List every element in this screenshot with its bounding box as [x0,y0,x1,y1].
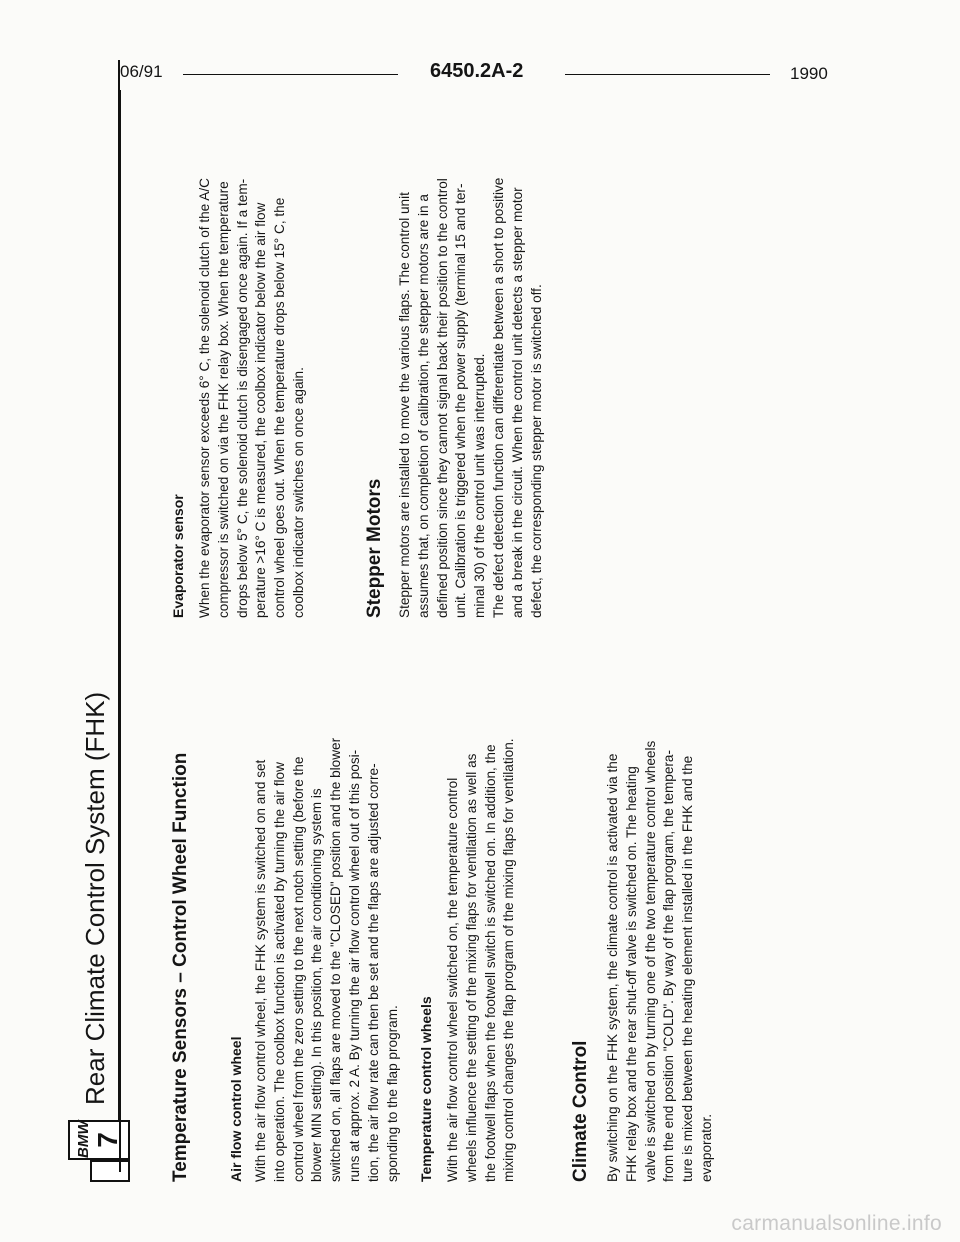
paragraph-temperature-control [444,738,519,1182]
text-line: valve is switched on by turning one of the two temperature control wheels [642,740,658,1182]
watermark-text: carmanualsonline.info [731,1212,942,1235]
paragraph-stepper-motors [396,178,546,618]
text-line: into operation. The coolbox function is activated by turning the air flow [271,762,287,1182]
logo-series: 7 [92,1132,123,1148]
heading-temperature-control: Temperature control wheels [418,996,434,1182]
logo-left-box [90,1160,130,1182]
heading-air-flow: Air flow control wheel [228,1036,244,1182]
text-line: minal 30) of the control unit was interrupted. [472,353,488,618]
text-line: blower MIN setting). In this position, the air conditioning system is [309,788,325,1182]
text-line: unit. Calibration is triggered when the power supply (terminal 15 and ter- [453,183,469,618]
paragraph-climate-control [604,741,717,1182]
heading-evaporator-sensor: Evaporator sensor [170,494,186,618]
text-line: tion, the air flow rate can then be set and the flaps are adjusted corre- [365,763,381,1182]
bmw-logo [68,1120,134,1182]
text-line: control wheel from the zero setting to the next notch setting (before the [290,756,306,1182]
text-line: and a break in the circuit. When the control unit detects a stepper motor [509,187,525,618]
text-line: perature >16° C is measured, the coolbox indicator below the air flow [253,202,269,618]
text-line: the footwell flaps when the footwell switch is switched on. In addition, the [482,744,498,1182]
heading-climate-control: Climate Control [570,1040,591,1182]
text-line: By switching on the FHK system, the climate control is activated via the [605,753,620,1182]
text-line: coolbox indicator switches on once again. [290,367,306,618]
heading-stepper-motors: Stepper Motors [364,478,385,618]
text-line: evaporator. [698,1113,714,1182]
text-line: control wheel goes out. When the temperature drops below 15° C, the [272,197,288,618]
text-line: sponding to the flap program. [384,1005,400,1182]
text-line: compressor is switched on via the FHK relay box. When the temperature [215,181,231,618]
text-line: runs at approx. 2 A. By turning the air flow control wheel out of this posi- [346,749,362,1182]
logo-right-box [68,1120,130,1160]
text-line: With the air flow control wheel switched on, the temperature control [445,777,460,1182]
text-line: drops below 5° C, the solenoid clutch is disengaged once again. If a tem- [234,178,250,618]
text-line: assumes that, on completion of calibration, the stepper motors are in a [415,194,431,618]
text-line: defined position since they cannot signal back their position to the control [434,178,450,618]
text-line: With the air flow control wheel, the FHK system is switched on and set [253,759,268,1182]
paragraph-evaporator-sensor [196,178,309,618]
header-date: 06/91 [120,62,163,81]
paragraph-air-flow [252,738,402,1182]
text-line: wheels influence the setting of the mixing flaps for ventilation as well as [463,753,479,1182]
text-line: from the end position "COLD". By way of the flap program, the tempera- [661,749,677,1182]
logo-brand: BMW [75,1120,92,1158]
text-line: Stepper motors are installed to move the various flaps. The control unit [397,192,412,618]
text-line: defect, the corresponding stepper motor is switched off. [528,284,544,618]
text-line: ture is mixed between the heating element installed in the FHK and the [680,755,696,1182]
title-rule [118,60,120,1120]
text-line: mixing control changes the flap program of the mixing flaps for ventilation. [501,738,517,1182]
text-line: FHK relay box and the rear shut-off valve is switched on. The heating [623,766,639,1182]
header-anchor [870,151,871,152]
header-doc-number: 6450.2A-2 [430,60,524,82]
header-year: 1990 [790,64,828,83]
section-title-temperature-sensors: Temperature Sensors – Control Wheel Function [170,752,191,1182]
page-title: Rear Climate Control System (FHK) [80,691,110,1105]
text-line: When the evaporator sensor exceeds 6° C, the solenoid clutch of the A/C [197,178,212,618]
text-line: The defect detection function can differentiate between a short to positive [490,177,506,618]
text-line: switched on, all flaps are moved to the "CLOSED" position and the blower [328,737,344,1182]
